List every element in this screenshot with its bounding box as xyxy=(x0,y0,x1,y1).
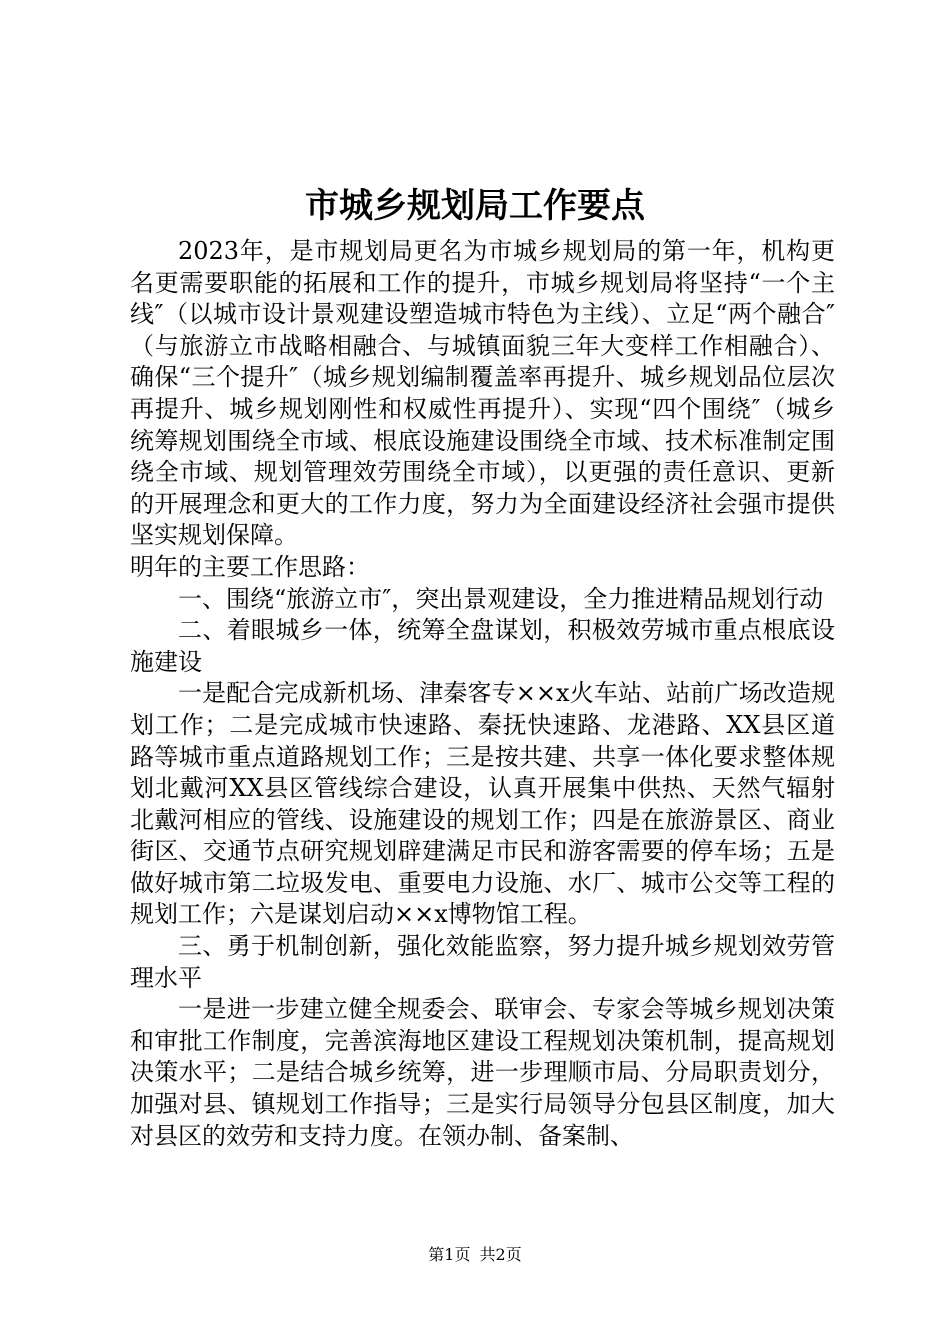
paragraph-section-2-items: 一是配合完成新机场、津秦客专××x火车站、站前广场改造规划工作；二是完成城市快速路、秦抚快速路、龙港路、XX县区道路等城市重点道路规划工作；三是按共建、共享一体化要求整体规划北戴河XX县区管线综合建设，认真开展集中供热、天然气辐射北戴河相应的管线、设施建设的规划工作；四是在旅游景区、商业街区、交通节点研究规划辟建满足市民和游客需要的停车场；五是做好城市第二垃圾发电、重要电力设施、水厂、城市公交等工程的规划工作；六是谋划启动××x博物馆工程。 xyxy=(130,679,835,929)
document-body xyxy=(130,236,835,1152)
heading-section-3: 三、勇于机制创新，强化效能监察，努力提升城乡规划效劳管理水平 xyxy=(130,932,835,992)
heading-section-2: 二、着眼城乡一体，统筹全盘谋划，积极效劳城市重点根底设施建设 xyxy=(130,616,835,676)
page-total: 共2页 xyxy=(479,1245,522,1264)
document-title: 市城乡规划局工作要点 xyxy=(305,186,645,226)
paragraph-intro: 2023年，是市规划局更名为市城乡规划局的第一年，机构更名更需要职能的拓展和工作的提升，市城乡规划局将坚持“一个主线″（以城市设计景观建设塑造城市特色为主线）、立足“两个融合″（与旅游立市战略相融合、与城镇面貌三年大变样工作相融合）、确保“三个提升″（城乡规划编制覆盖率再提升、城乡规划品位层次再提升、城乡规划刚性和权威性再提升）、实现“四个围绕″（城乡统筹规划围绕全市域、根底设施建设围绕全市域、技术标准制定围绕全市域、规划管理效劳围绕全市域），以更强的责任意识、更新的开展理念和更大的工作力度，努力为全面建设经济社会强市提供坚实规划保障。 xyxy=(130,237,835,550)
heading-section-1: 一、围绕“旅游立市″，突出景观建设，全力推进精品规划行动 xyxy=(178,584,824,613)
page-footer xyxy=(0,1244,950,1266)
paragraph-section-3-items: 一是进一步建立健全规委会、联审会、专家会等城乡规划决策和审批工作制度，完善滨海地区建设工程规划决策机制，提高规划决策水平；二是结合城乡统筹，进一步理顺市局、分局职责划分，加强对县、镇规划工作指导；三是实行局领导分包县区制度，加大对县区的效劳和支持力度。在领办制、备案制、 xyxy=(130,995,835,1150)
paragraph-work-ideas: 明年的主要工作思路： xyxy=(130,552,370,581)
page-number: 第1页 xyxy=(428,1245,471,1264)
